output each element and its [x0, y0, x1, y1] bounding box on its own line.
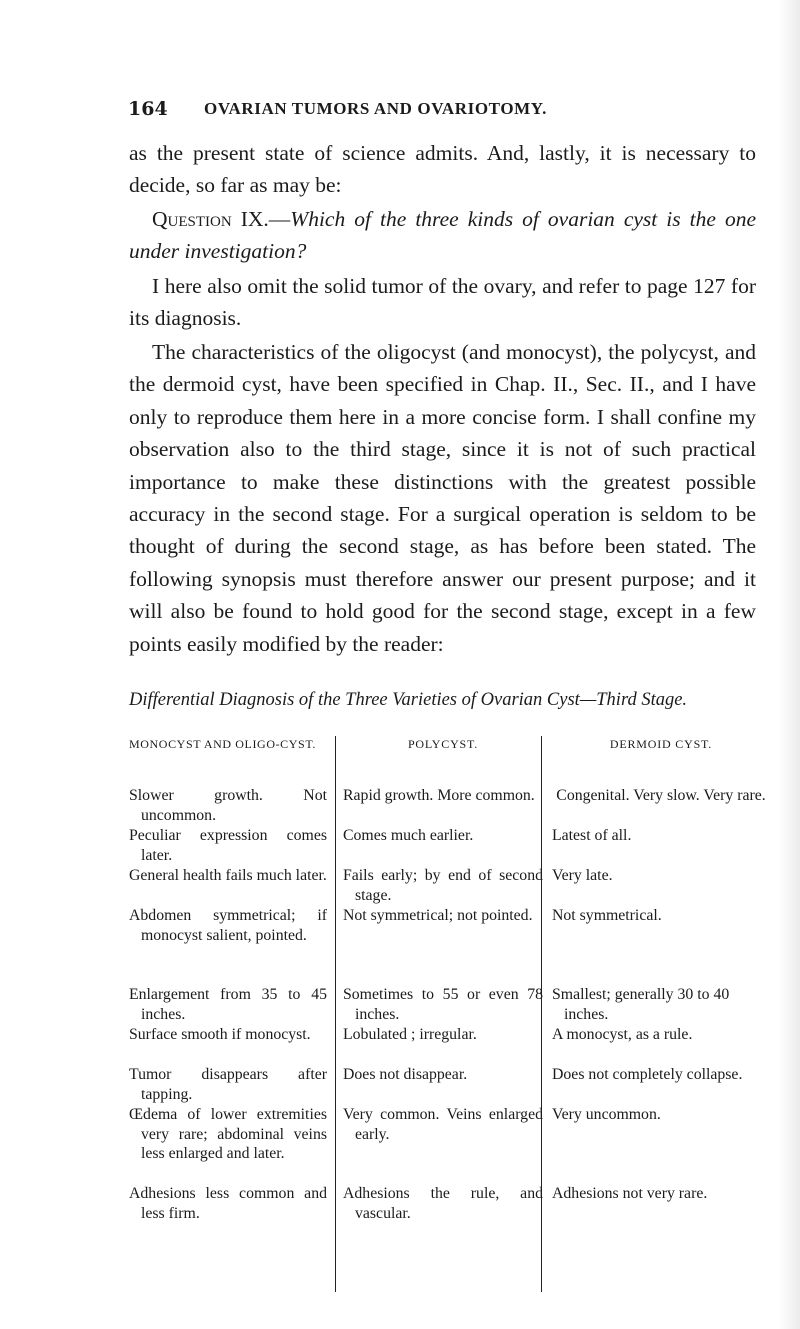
table-cell: Comes much earlier.	[343, 827, 474, 844]
question-text: Which of the three kinds of ovarian cyst is the one under investigation?	[129, 207, 757, 264]
column-monocyst	[129, 736, 327, 1292]
table-cell: Adhesions the rule, and vascular.	[343, 1185, 543, 1222]
column-heading: MONOCYST AND OLIGO-CYST.	[129, 737, 316, 751]
table-cell: Not symmetrical.	[552, 907, 662, 924]
paragraph-omit: I here also omit the solid tumor of the ovary, and refer to page 127 for its diagnosis.	[129, 274, 756, 331]
table-cell: Does not disappear.	[343, 1066, 468, 1083]
column-dermoid	[552, 736, 770, 1292]
table-cell: Adhesions not very rare.	[552, 1185, 708, 1202]
table-cell: Fails early; by end of second stage.	[343, 867, 543, 904]
table-cell: Tumor disappears after tapping.	[129, 1066, 327, 1103]
table-cell: Smallest; generally 30 to 40 inches.	[552, 986, 730, 1023]
table-cell: Congenital. Very slow. Very rare.	[556, 787, 766, 804]
table-cell: Enlargement from 35 to 45 inches.	[129, 986, 327, 1023]
table-cell: Abdomen symmetrical; if monocyst salient, pointed.	[129, 907, 327, 944]
question-label: Question IX.	[152, 207, 269, 231]
table-cell: Very late.	[552, 867, 613, 884]
column-polycyst	[343, 736, 543, 1292]
paragraph-intro: as the present state of science admits. And, lastly, it is necessary to decide, so far as may be:	[129, 141, 756, 198]
table-cell: Does not completely collapse.	[552, 1066, 743, 1083]
table-cell: Œdema of lower extremities very rare; abdominal veins less enlarged and later.	[129, 1106, 327, 1163]
table-cell: Latest of all.	[552, 827, 632, 844]
question-paragraph	[129, 203, 756, 268]
question-dash: —	[268, 207, 291, 231]
page-header	[128, 98, 668, 122]
table-cell: Very uncommon.	[552, 1106, 661, 1123]
table-cell: A monocyst, as a rule.	[552, 1026, 693, 1043]
table-cell: General health fails much later.	[129, 867, 327, 884]
table-cell: Peculiar expression comes later.	[129, 827, 327, 864]
table-cell: Very common. Veins enlarged early.	[343, 1106, 543, 1143]
table-title: Differential Diagnosis of the Three Varieties of Ovarian Cyst—Third Stage.	[129, 690, 688, 710]
column-heading: POLYCYST.	[407, 737, 479, 751]
table-cell: Sometimes to 55 or even 78 inches.	[343, 986, 543, 1023]
table-cell: Lobulated ; irregular.	[343, 1026, 477, 1043]
table-cell: Slower growth. Not uncommon.	[129, 787, 327, 824]
page-edge-shadow	[778, 0, 800, 1329]
running-title: OVARIAN TUMORS AND OVARIOTOMY.	[204, 99, 547, 118]
table-cell: Not symmetrical; not pointed.	[343, 907, 533, 924]
table-cell: Surface smooth if monocyst.	[129, 1026, 311, 1043]
column-heading: DERMOID CYST.	[609, 737, 713, 751]
page-number: 164	[128, 98, 168, 120]
column-divider	[335, 736, 336, 1292]
diagnosis-table	[129, 736, 769, 1306]
paragraph-characteristics: The characteristics of the oligocyst (and monocyst), the polycyst, and the dermoid cyst, have been specified in Chap. II., Sec. II., and I have only to reproduce them here in a more concise form. I shall confine my observation also to the third stage, since it is not of such practical importance to make these distinctions with the greatest possible accuracy in the second stage. For a surgical operation is seldom to be thought of during the second stage, as has before been stated. The following synopsis must therefore answer our present purpose; and it will also be found to hold good for the second stage, except in a few points easily modified by the reader:	[129, 340, 756, 656]
table-cell: Adhesions less common and less firm.	[129, 1185, 327, 1222]
table-cell: Rapid growth. More common.	[343, 787, 535, 804]
